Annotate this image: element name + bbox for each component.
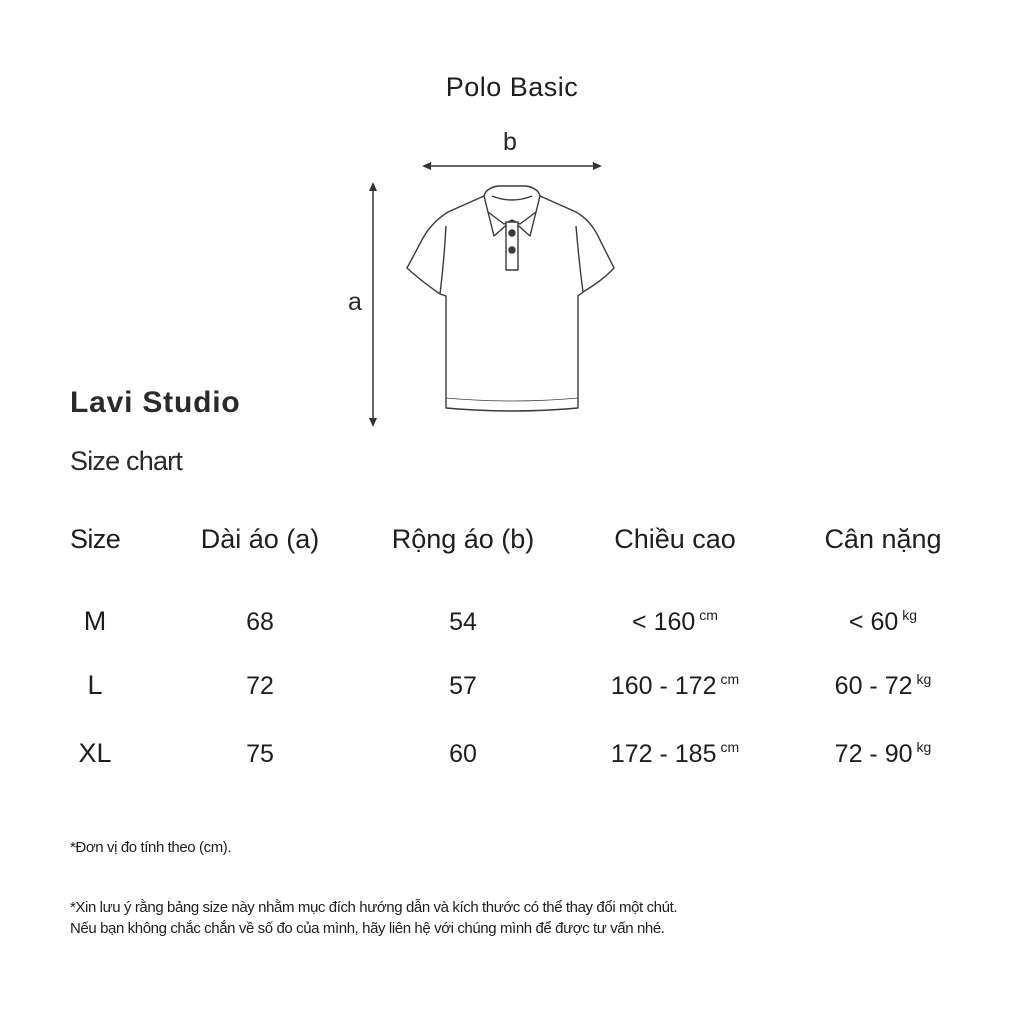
size-cell: XL [78, 738, 112, 768]
length-cell: 68 [246, 608, 274, 636]
weight-value: 60 - 72 [834, 672, 913, 700]
header-size: Size [70, 524, 121, 554]
header-width: Rộng áo (b) [391, 524, 535, 554]
weight-unit: kg [916, 671, 932, 687]
brand-name: Lavi Studio [70, 386, 241, 419]
disclaimer-line-1: *Xin lưu ý rằng bảng size này nhằm mục đích hướng dẫn và kích thước có thể thay đổi một chút. [70, 899, 678, 916]
height-unit: cm [699, 607, 718, 623]
header-height: Chiều cao [614, 524, 736, 554]
unit-note: *Đơn vị đo tính theo (cm). [70, 839, 232, 856]
height-cell [585, 672, 765, 701]
height-cell [585, 740, 765, 769]
width-dimension-label: b [503, 128, 517, 156]
weight-unit: kg [916, 739, 932, 755]
width-cell: 57 [449, 672, 477, 700]
weight-value: < 60 [848, 608, 899, 636]
product-title: Polo Basic [445, 72, 579, 102]
shirt-outline [407, 186, 614, 411]
width-dimension-arrow [422, 162, 602, 170]
width-cell: 60 [449, 740, 477, 768]
disclaimer-line-2: Nếu bạn không chắc chắn về số đo của mình, hãy liên hệ với chúng mình để được tư vấn nhé. [70, 920, 665, 937]
header-length: Dài áo (a) [200, 524, 320, 554]
length-cell: 75 [246, 740, 274, 768]
length-dimension-arrow [369, 182, 377, 427]
size-cell: M [83, 606, 107, 636]
height-value: 172 - 185 [610, 740, 717, 768]
height-value: < 160 [632, 608, 696, 636]
weight-cell [793, 740, 973, 769]
weight-cell [793, 672, 973, 701]
weight-cell [793, 608, 973, 637]
length-cell: 72 [246, 672, 274, 700]
height-unit: cm [720, 671, 740, 687]
height-unit: cm [720, 739, 740, 755]
chart-subtitle: Size chart [70, 446, 183, 476]
height-cell [585, 608, 765, 637]
size-cell: L [87, 670, 103, 700]
header-weight: Cân nặng [824, 524, 942, 554]
width-cell: 54 [449, 608, 477, 636]
weight-value: 72 - 90 [834, 740, 913, 768]
weight-unit: kg [902, 607, 918, 623]
polo-shirt-diagram [340, 150, 630, 440]
height-value: 160 - 172 [610, 672, 717, 700]
length-dimension-label: a [348, 288, 362, 316]
